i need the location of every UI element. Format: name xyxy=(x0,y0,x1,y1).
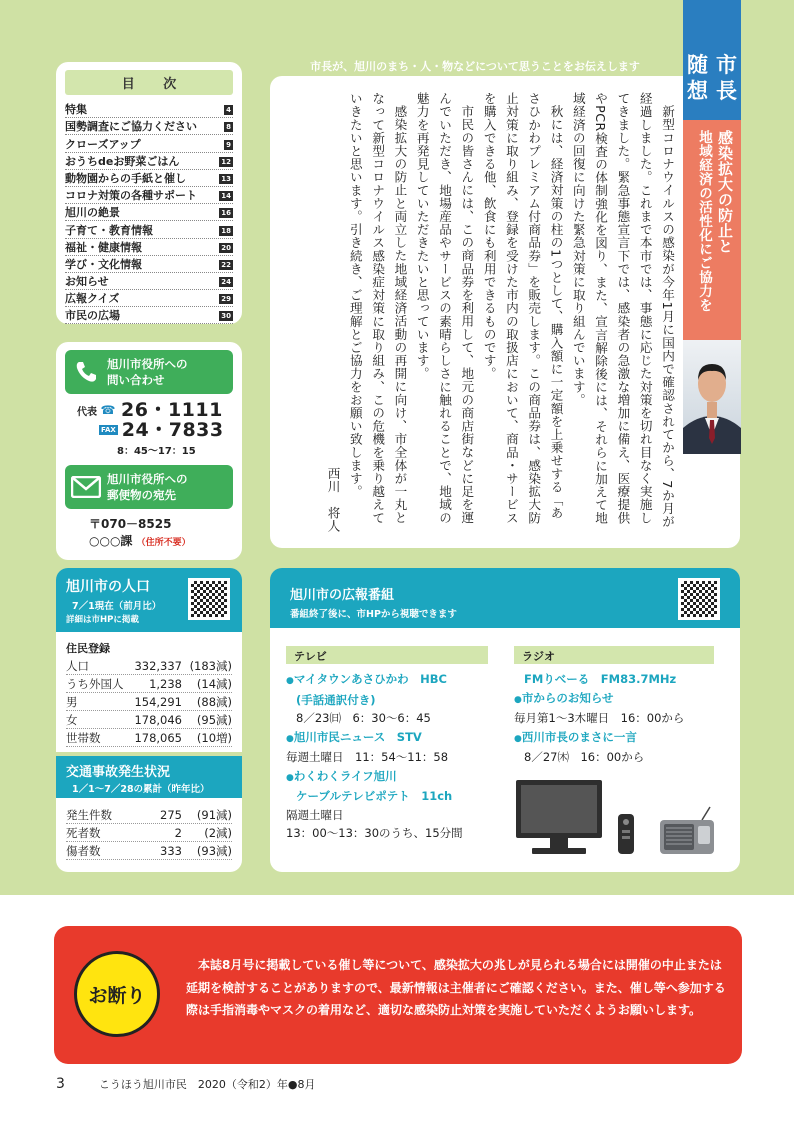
population-title: 旭川市の人口 xyxy=(66,579,150,595)
toc-item-label: 動物園からの手紙と催し xyxy=(65,171,186,185)
cell-label: 傷者数 xyxy=(66,843,101,858)
toc-item-page: 30 xyxy=(221,312,231,321)
population-header xyxy=(56,568,242,632)
broadcast-subtitle: 番組終了後に、市HPから視聴できます xyxy=(290,609,457,620)
notice-box xyxy=(54,926,742,1064)
accident-title: 交通事故発生状況 xyxy=(66,765,171,780)
toc-item[interactable] xyxy=(65,135,233,152)
cell-value: 275 xyxy=(160,807,182,822)
cell-value: 154,291 xyxy=(134,694,182,709)
address-note: （住所不要） xyxy=(136,538,191,548)
toc-item-label: クローズアップ xyxy=(65,137,141,151)
population-detail-note: 詳細は市HPに掲載 xyxy=(66,615,139,625)
toc-item-label: 学び・文化情報 xyxy=(65,257,142,271)
essay-title-line1: 感染拡大の防止と xyxy=(716,130,734,254)
cell-value: 332,337 xyxy=(134,658,182,673)
tv-program-time: 毎週土曜日 11：54～11：58 xyxy=(286,750,449,764)
tel-number[interactable]: 26・1111 xyxy=(121,399,223,421)
publication-info: こうほう旭川市民 2020（令和2）年●8月 xyxy=(98,1078,316,1091)
envelope-icon xyxy=(71,472,101,502)
toc-item-page: 9 xyxy=(226,140,231,149)
mayor-photo xyxy=(683,340,741,454)
fax-row xyxy=(65,420,233,440)
broadcast-title: 旭川市の広報番組 xyxy=(290,588,395,603)
broadcast-qr-code[interactable] xyxy=(678,578,720,620)
essay-paragraph: 秋には、経済対策の柱の1つとして、購入額に一定額を上乗せする「あさひかわプレミアム付商品券」を販売します。この商品券は、感染拡大防止対策に取り組み、登録を受けた市内の取扱店において、商品・サービスを購入できる他、飲食にも利用できるものです。 xyxy=(481,92,564,525)
toc-item[interactable] xyxy=(65,118,233,135)
fax-number: 24・7833 xyxy=(121,419,224,441)
toc-item-page: 18 xyxy=(221,226,231,235)
toc-item-label: 福祉・健康情報 xyxy=(65,240,142,254)
inquiry-line1: 旭川市役所への xyxy=(107,357,188,371)
toc-item-label: 広報クイズ xyxy=(65,292,120,306)
essay-paragraph: 新型コロナウイルスの感染が今年1月に国内で確認されてから、7か月が経過しました。これまで本市では、事態に応じた対策を切れ目なく実施してきました。緊急事態宣言下では、感染者の急激な増加に備え、医療提供やPCR検査の体制強化を図り、また、宣言解除後には、それらに加えて地域経済の回復に向けた緊急対策に取り組んでいます。 xyxy=(570,92,675,528)
accident-body xyxy=(56,798,242,872)
essay-paragraph: 市民の皆さんには、この商品券を利用して、地元の商店街などに足を運んでいただき、地場産品やサービスの素晴らしさに触れることで、地域の魅力を再発見していただきたいと思っています。 xyxy=(414,92,475,525)
population-qr-code[interactable] xyxy=(188,578,230,620)
toc-item-page: 12 xyxy=(221,157,231,166)
label-shicho: 市長 xyxy=(716,53,737,103)
cell-change: (91減) xyxy=(196,807,232,822)
toc-item-label: お知らせ xyxy=(65,275,109,289)
cell-change: (14減) xyxy=(196,676,232,691)
inquiry-line2: 問い合わせ xyxy=(107,373,165,387)
tv-program-time: 8／23㈰ 6：30～6：45 xyxy=(296,711,431,725)
label-zuisou: 随想 xyxy=(687,53,708,103)
toc-item-label: 国勢調査にご協力ください xyxy=(65,120,197,134)
tv-program: ●旭川市民ニュース STV xyxy=(286,729,422,744)
phone-icon xyxy=(71,357,101,387)
cell-label: 発生件数 xyxy=(66,807,112,822)
tv-programs xyxy=(286,670,506,843)
toc-item-page: 13 xyxy=(221,174,231,183)
toc-item-page: 29 xyxy=(221,295,231,304)
radio-icon xyxy=(658,806,716,860)
essay-tagline: 市長が、旭川のまち・人・物などについて思うことをお伝えします xyxy=(310,60,640,73)
toc-item-page: 16 xyxy=(221,209,231,218)
cell-label: 死者数 xyxy=(66,825,101,840)
rep-label: 代表 xyxy=(77,406,97,418)
table-row xyxy=(66,806,232,824)
cell-change: (95減) xyxy=(196,712,232,727)
contact-box xyxy=(56,342,242,560)
toc-item-page: 20 xyxy=(221,243,231,252)
toc-item-label: 特集 xyxy=(65,103,87,117)
radio-program-time: 8／27㈭ 16：00から xyxy=(524,750,645,764)
remote-icon xyxy=(616,814,636,858)
page-footer xyxy=(56,1076,316,1092)
cell-label: 世帯数 xyxy=(66,730,101,745)
toc-item-label: 市民の広場 xyxy=(65,309,120,323)
accident-period: 1／1～7／28の累計（昨年比） xyxy=(72,784,210,795)
toc-item[interactable] xyxy=(65,101,233,118)
office-hours: 8：45～17：15 xyxy=(117,446,196,457)
radio-programs xyxy=(514,670,728,767)
radio-program: ●西川市長のまさに一言 xyxy=(514,729,637,744)
table-row xyxy=(66,675,232,693)
tv-program-channel: ケーブルテレビポテト 11ch xyxy=(296,789,453,803)
radio-program: ●市からのお知らせ xyxy=(514,690,614,705)
postal-code: 〒070－8525 xyxy=(89,517,172,531)
toc-item-label: コロナ対策の各種サポート xyxy=(65,189,197,203)
page-number: 3 xyxy=(56,1076,65,1092)
toc-item-page: 22 xyxy=(221,260,231,269)
toc-item-page: 14 xyxy=(221,192,231,201)
cell-value: 178,046 xyxy=(134,712,182,727)
table-row xyxy=(66,693,232,711)
toc-item[interactable] xyxy=(65,239,233,256)
table-of-contents xyxy=(56,62,242,324)
toc-item[interactable] xyxy=(65,187,233,204)
cell-change: (93減) xyxy=(196,843,232,858)
toc-title: 目 次 xyxy=(65,70,233,95)
toc-item-label: 子育て・教育情報 xyxy=(65,223,153,237)
table-row xyxy=(66,711,232,729)
toc-item-page: 24 xyxy=(221,278,231,287)
cell-value: 178,065 xyxy=(134,730,182,745)
cell-value: 333 xyxy=(160,843,182,858)
table-row xyxy=(66,824,232,842)
toc-item-page: 4 xyxy=(226,106,231,115)
notice-badge: お断り xyxy=(74,951,160,1037)
cell-label: 人口 xyxy=(66,658,89,673)
population-as-of: 7／1現在（前月比） xyxy=(72,601,162,612)
toc-item[interactable] xyxy=(65,256,233,273)
radio-program-time: 毎月第1～3木曜日 16：00から xyxy=(514,711,685,725)
toc-item-label: おうちdeお野菜ごはん xyxy=(65,154,180,168)
population-body xyxy=(56,632,242,752)
cell-change: (183減) xyxy=(189,658,232,673)
toc-item-page: 8 xyxy=(226,123,231,132)
cell-label: 女 xyxy=(66,712,78,727)
telephone-icon: ☎ xyxy=(100,403,116,417)
essay-title-band xyxy=(683,120,741,340)
tv-program-time: 13：00～13：30のうち、15分間 xyxy=(286,826,463,840)
accident-header xyxy=(56,756,242,798)
broadcast-body xyxy=(270,628,740,872)
mail-line1: 旭川市役所への xyxy=(107,472,188,486)
toc-item[interactable] xyxy=(65,273,233,290)
toc-item[interactable] xyxy=(65,170,233,187)
cell-change: (2減) xyxy=(204,825,232,840)
cell-label: うち外国人 xyxy=(66,676,124,691)
mail-header xyxy=(65,465,233,509)
tv-program-note: (手話通訳付き) xyxy=(296,692,376,707)
toc-item[interactable] xyxy=(65,204,233,221)
accident-table xyxy=(66,806,232,860)
radio-label: ラジオ xyxy=(514,646,714,664)
essay-signature: 西川 将人 xyxy=(325,466,341,532)
essay-paragraph: 感染拡大の防止と両立した地域経済活動の再開に向け、市全体が一丸となって新型コロナウイルス感染症対策に取り組み、この危機を乗り越えていきたいと思います。引き続き、ご理解とご協力をお願い致します。 xyxy=(347,92,408,525)
section-line xyxy=(89,532,233,549)
essay-title-line2: 地域経済の活性化にご協力を xyxy=(696,130,712,312)
mail-line2: 郵便物の宛先 xyxy=(107,488,176,502)
cell-value: 2 xyxy=(174,825,182,840)
tv-program: ●マイタウンあさひかわ HBC xyxy=(286,672,447,686)
essay-body xyxy=(310,92,678,532)
mayor-essay xyxy=(270,76,740,548)
table-row xyxy=(66,729,232,747)
toc-list xyxy=(65,101,233,324)
section-name: ○○○課 xyxy=(89,534,133,548)
cell-value: 1,238 xyxy=(149,676,182,691)
toc-item[interactable] xyxy=(65,221,233,238)
toc-item[interactable] xyxy=(65,307,233,324)
tv-program: ●わくわくライフ旭川 xyxy=(286,768,397,783)
tv-illustration xyxy=(514,778,604,866)
notice-text: 本誌8月号に掲載している催し等について、感染拡大の兆しが見られる場合には開催の中止または延期を検討することがありますので、最新情報は主催者にご確認ください。また、催し等へ参加する際は手指消毒やマスクの着用など、適切な感染防止対策を実施していただくようお願いします。 xyxy=(186,958,726,1017)
tv-label: テレビ xyxy=(286,646,488,664)
cell-change: (88減) xyxy=(196,694,232,709)
cell-label: 男 xyxy=(66,694,78,709)
essay-label-band xyxy=(683,0,741,120)
toc-item[interactable] xyxy=(65,153,233,170)
broadcast-header xyxy=(270,568,740,628)
fax-icon: FAX xyxy=(101,426,116,434)
population-table xyxy=(66,657,232,747)
toc-item-label: 旭川の絶景 xyxy=(65,206,120,220)
radio-station: FMりべーる FM83.7MHz xyxy=(524,672,677,686)
inquiry-header xyxy=(65,350,233,394)
table-row xyxy=(66,842,232,860)
registry-label: 住民登録 xyxy=(66,642,110,655)
toc-item[interactable] xyxy=(65,290,233,307)
tv-program-time: 隔週土曜日 xyxy=(286,807,344,822)
table-row xyxy=(66,657,232,675)
cell-change: (10増) xyxy=(196,730,232,745)
tel-row xyxy=(65,400,233,420)
